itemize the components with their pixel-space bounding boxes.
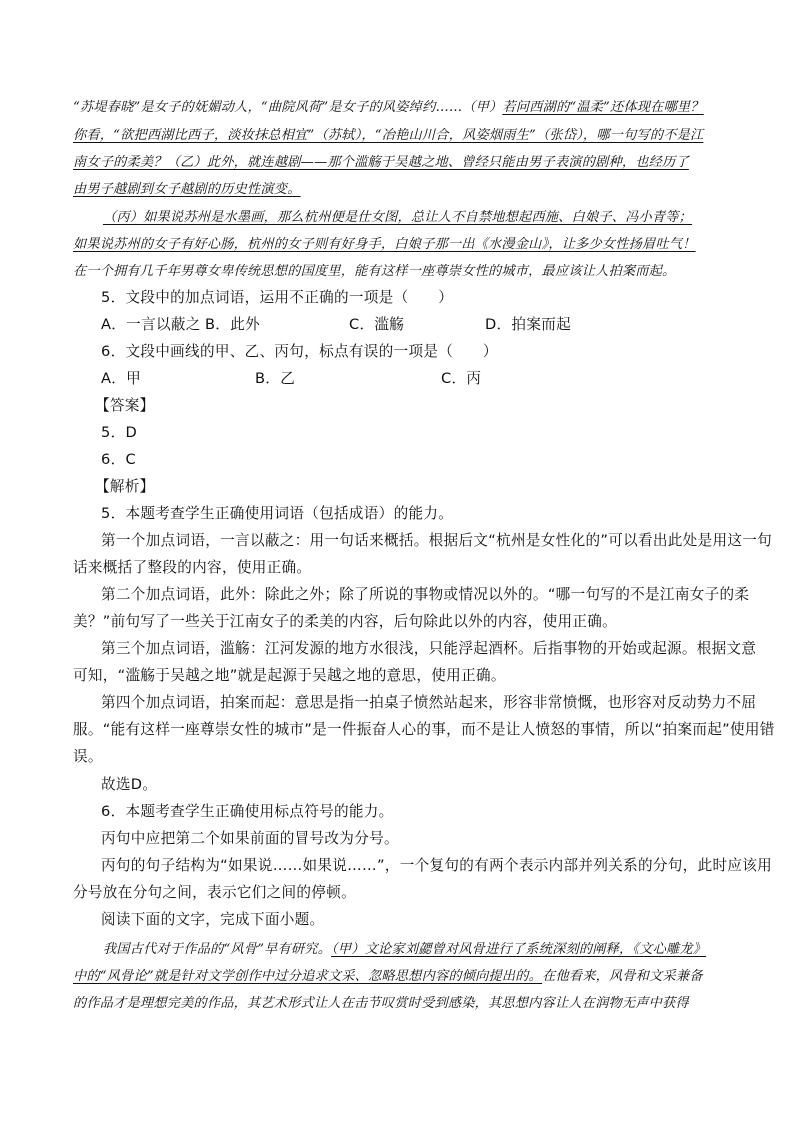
analysis-line: 第三个加点词语，滥觞：江河发源的地方水很浅，只能浮起酒杯。后指事物的开始或起源。根据文意 (101, 640, 757, 657)
analysis-line: 阅读下面的文字，完成下面小题。 (101, 911, 325, 928)
analysis-line: 6．本题考查学生正确使用标点符号的能力。 (101, 803, 394, 820)
passage2-line2-underlined: 中的“风骨论”就是针对文学创作中过分追求文采、忽略思想内容的倾向提出的。 (73, 969, 543, 984)
q5-option-d[interactable]: D．拍案而起 (485, 316, 572, 333)
q5-option-a[interactable]: A．一言以蔽之 (101, 316, 201, 333)
analysis-heading: 【解析】 (95, 478, 155, 495)
q6-option-b[interactable]: B．乙 (255, 370, 296, 387)
q5-option-b[interactable]: B．此外 (205, 316, 260, 333)
analysis-line: 可知，“滥觞于吴越之地”就是起源于吴越之地的意思，使用正确。 (73, 667, 506, 684)
analysis-line: 第二个加点词语，此外：除此之外；除了所说的事物或情况以外的。“哪一句写的不是江南女子的柔 (101, 586, 750, 603)
answer-heading: 【答案】 (95, 397, 155, 414)
analysis-line: 美？”前句写了一些关于江南女子的柔美的内容，后句除此以外的内容，使用正确。 (73, 613, 618, 630)
analysis-line: 故选D。 (101, 776, 158, 793)
q5-stem: 5．文段中的加点词语，运用不正确的一项是（ ） (101, 289, 454, 306)
passage2-line2 (73, 965, 703, 984)
passage2-line3: 的作品才是理想完美的作品，其艺术形式让人在击节叹赏时受到感染，其思想内容让人在润物无声中获得 (73, 996, 689, 1011)
passage1-line3-underlined-a: 南女子的柔美？（乙）此外， (73, 155, 248, 170)
answer-5: 5．D (101, 424, 138, 441)
analysis-line: 误。 (73, 748, 103, 765)
passage1-line5: （丙）如果说苏州是水墨画，那么杭州便是仕女图，总让人不自禁地想起西施、白娘子、冯小青等； (103, 210, 693, 225)
passage1-line1 (73, 96, 704, 115)
analysis-line: 第一个加点词语，一言以蔽之：用一句话来概括。根据后文“杭州是女性化的”可以看出此处是用这一句 (101, 532, 773, 549)
q6-stem: 6．文段中画线的甲、乙、丙句，标点有误的一项是（ ） (101, 343, 498, 360)
answer-6: 6．C (101, 451, 136, 468)
q6-option-c[interactable]: C．丙 (441, 370, 482, 387)
passage1-line3-underlined-b: 就连越剧——那个滥觞于吴越之地、曾经只能由男子表演的剧种，也经历了 (247, 155, 689, 170)
passage1-line3 (73, 151, 689, 170)
passage2-line1-text: 我国古代对于作品的“风骨”早有研究。 (103, 942, 332, 957)
analysis-line: 丙句中应把第二个如果前面的冒号改为分号。 (101, 830, 399, 847)
analysis-line: 服。“能有这样一座尊崇女性的城市”是一件振奋人心的事，而不是让人愤怒的事情，所以“拍案而起”使用错 (73, 721, 775, 738)
analysis-line: 话来概括了整段的内容，使用正确。 (73, 559, 312, 576)
q6-option-a[interactable]: A．甲 (101, 370, 142, 387)
analysis-line: 分号放在分句之间，表示它们之间的停顿。 (73, 884, 356, 901)
passage1-line4: 由男子越剧到女子越剧的历史性演变。 (73, 182, 301, 197)
passage1-line1-underlined: 若问西湖的“温柔”还体现在哪里？ (502, 100, 704, 115)
passage1-line2: 你看，“欲把西湖比西子，淡妆抹总相宜”（苏轼），“冶艳山川合，风姿烟雨生”（张岱），哪一句写的不是江 (73, 128, 704, 143)
analysis-line: 丙句的句子结构为“如果说……如果说……”，一个复句的有两个表示内部并列关系的分句，此时应该用 (101, 857, 773, 874)
q5-option-c[interactable]: C．滥觞 (349, 316, 405, 333)
passage2-line1-underlined: （甲）文论家刘勰曾对风骨进行了系统深刻的阐释，《文心雕龙》 (331, 942, 707, 957)
passage1-line1-text: “苏堤春晓”是女子的妩媚动人，“曲院风荷”是女子的风姿绰约……（甲） (73, 100, 503, 115)
analysis-line: 第四个加点词语，拍案而起：意思是指一拍桌子愤然站起来，形容非常愤慨，也形容对反动势力不屈 (101, 694, 757, 711)
analysis-line: 5．本题考查学生正确使用词语（包括成语）的能力。 (101, 505, 454, 522)
passage2-line2-text: 在他看来，风骨和文采兼备 (542, 969, 703, 984)
passage2-line1 (103, 938, 706, 957)
passage1-line7: 在一个拥有几千年男尊女卑传统思想的国度里，能有这样一座尊崇女性的城市，最应该让人拍案而起。 (73, 264, 676, 279)
passage1-line6: 如果说苏州的女子有好心肠，杭州的女子则有好身手，白娘子那一出《水漫金山》，让多少女性扬眉吐气！ (73, 237, 696, 252)
